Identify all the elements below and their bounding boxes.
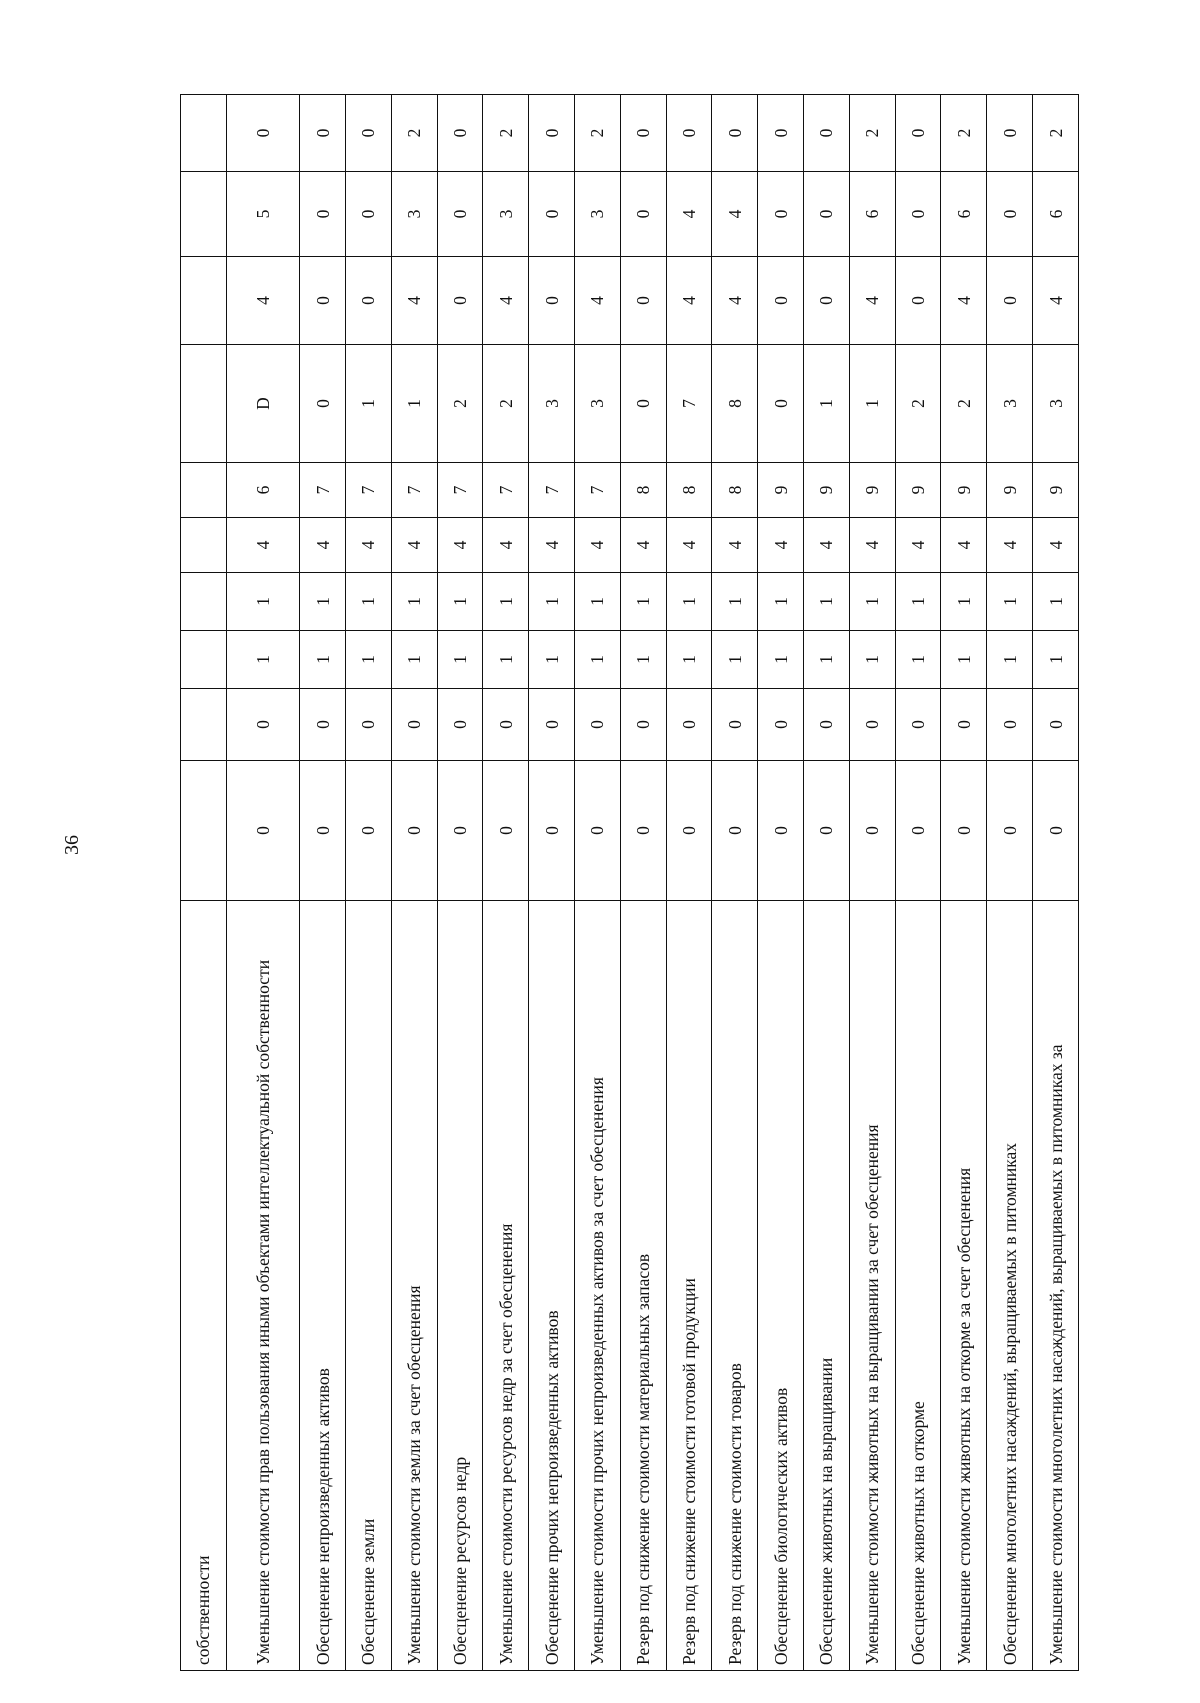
- code-cell: 7: [437, 463, 483, 518]
- code-cell: 8: [712, 345, 758, 463]
- code-cell: 4: [1033, 518, 1079, 573]
- code-cell: 0: [712, 95, 758, 172]
- code-cell: 0: [804, 761, 850, 901]
- code-cell: 1: [346, 631, 392, 689]
- code-cell: 6: [1033, 172, 1079, 257]
- code-cell: 0: [712, 761, 758, 901]
- code-cell: 9: [895, 463, 941, 518]
- code-cell: D: [226, 345, 300, 463]
- code-cell: 0: [300, 761, 346, 901]
- code-cell: 1: [437, 631, 483, 689]
- code-cell: 0: [666, 689, 712, 761]
- code-cell: 1: [483, 631, 529, 689]
- code-cell: 4: [666, 257, 712, 345]
- code-cell: 0: [300, 172, 346, 257]
- code-cell: 0: [758, 761, 804, 901]
- code-cell: 0: [300, 689, 346, 761]
- code-cell: 4: [804, 518, 850, 573]
- code-cell: 0: [529, 689, 575, 761]
- code-cell: [181, 761, 227, 901]
- code-cell: 0: [895, 761, 941, 901]
- code-cell: 0: [620, 257, 666, 345]
- code-cell: 7: [666, 345, 712, 463]
- code-cell: 0: [666, 761, 712, 901]
- code-cell: 3: [529, 345, 575, 463]
- code-cell: 0: [575, 761, 621, 901]
- code-cell: 4: [758, 518, 804, 573]
- code-cell: 4: [575, 518, 621, 573]
- code-cell: 1: [666, 631, 712, 689]
- code-cell: 0: [437, 95, 483, 172]
- code-cell: 0: [712, 689, 758, 761]
- code-cell: 8: [666, 463, 712, 518]
- code-cell: 0: [895, 257, 941, 345]
- code-cell: 1: [300, 631, 346, 689]
- code-cell: 7: [346, 463, 392, 518]
- code-cell: [181, 345, 227, 463]
- row-label: Уменьшение стоимости земли за счет обесценения: [391, 901, 437, 1671]
- code-cell: 0: [758, 172, 804, 257]
- code-cell: 0: [483, 761, 529, 901]
- code-cell: 1: [941, 573, 987, 631]
- code-cell: 0: [804, 689, 850, 761]
- code-cell: 1: [346, 345, 392, 463]
- code-cell: 0: [620, 172, 666, 257]
- code-cell: 0: [437, 761, 483, 901]
- code-cell: 0: [666, 95, 712, 172]
- code-cell: 9: [758, 463, 804, 518]
- code-cell: 0: [529, 172, 575, 257]
- code-cell: 0: [226, 761, 300, 901]
- code-cell: 1: [941, 631, 987, 689]
- code-cell: 2: [575, 95, 621, 172]
- code-cell: 4: [391, 257, 437, 345]
- code-cell: 4: [895, 518, 941, 573]
- table-row: [226, 95, 300, 1671]
- code-cell: 0: [226, 95, 300, 172]
- row-label: Обесценение биологических активов: [758, 901, 804, 1671]
- code-cell: 4: [849, 518, 895, 573]
- code-cell: 3: [575, 345, 621, 463]
- code-cell: 2: [1033, 95, 1079, 172]
- code-cell: 1: [391, 345, 437, 463]
- code-cell: 0: [620, 689, 666, 761]
- table-row: [529, 95, 575, 1671]
- row-label: Уменьшение стоимости животных на откорме за счет обесценения: [941, 901, 987, 1671]
- code-cell: 0: [987, 257, 1033, 345]
- code-cell: 1: [666, 573, 712, 631]
- code-cell: 0: [1033, 761, 1079, 901]
- table-row: [181, 95, 227, 1671]
- code-cell: 4: [666, 518, 712, 573]
- row-label: Уменьшение стоимости многолетних насаждений, выращиваемых в питомниках за: [1033, 901, 1079, 1671]
- row-label: Уменьшение стоимости прочих непроизведенных активов за счет обесценения: [575, 901, 621, 1671]
- code-cell: 0: [895, 689, 941, 761]
- code-cell: 1: [575, 631, 621, 689]
- code-cell: 0: [346, 172, 392, 257]
- code-cell: [181, 573, 227, 631]
- code-cell: 1: [804, 631, 850, 689]
- code-cell: 1: [226, 631, 300, 689]
- code-cell: 4: [300, 518, 346, 573]
- code-cell: 1: [758, 631, 804, 689]
- code-cell: 1: [226, 573, 300, 631]
- code-cell: 2: [483, 95, 529, 172]
- code-cell: 8: [620, 463, 666, 518]
- code-cell: 4: [529, 518, 575, 573]
- code-cell: [181, 518, 227, 573]
- code-cell: 0: [226, 689, 300, 761]
- code-cell: 4: [437, 518, 483, 573]
- code-cell: 1: [849, 631, 895, 689]
- row-label: Обесценение земли: [346, 901, 392, 1671]
- code-cell: 1: [529, 631, 575, 689]
- code-cell: 3: [987, 345, 1033, 463]
- code-cell: 4: [941, 257, 987, 345]
- code-cell: 4: [941, 518, 987, 573]
- code-cell: 1: [529, 573, 575, 631]
- code-cell: 0: [483, 689, 529, 761]
- code-cell: 3: [575, 172, 621, 257]
- code-cell: 3: [391, 172, 437, 257]
- code-cell: 6: [941, 172, 987, 257]
- table-row: [300, 95, 346, 1671]
- code-cell: 0: [300, 95, 346, 172]
- code-cell: 1: [758, 573, 804, 631]
- code-cell: 0: [529, 761, 575, 901]
- row-label: Резерв под снижение стоимости товаров: [712, 901, 758, 1671]
- row-label: Обесценение ресурсов недр: [437, 901, 483, 1671]
- row-label: Резерв под снижение стоимости материальных запасов: [620, 901, 666, 1671]
- row-label: Обесценение многолетних насаждений, выращиваемых в питомниках: [987, 901, 1033, 1671]
- code-cell: 1: [620, 573, 666, 631]
- code-cell: 1: [391, 573, 437, 631]
- code-cell: 8: [712, 463, 758, 518]
- table-row: [666, 95, 712, 1671]
- code-cell: 1: [895, 631, 941, 689]
- table-row: [391, 95, 437, 1671]
- code-cell: 1: [575, 573, 621, 631]
- code-cell: 0: [620, 95, 666, 172]
- code-cell: 4: [226, 518, 300, 573]
- code-cell: 9: [1033, 463, 1079, 518]
- table-row: [804, 95, 850, 1671]
- code-cell: 1: [620, 631, 666, 689]
- row-label: Уменьшение стоимости прав пользования иными объектами интеллектуальной собственности: [226, 901, 300, 1671]
- code-cell: 1: [437, 573, 483, 631]
- code-cell: 2: [895, 345, 941, 463]
- row-label: Обесценение непроизведенных активов: [300, 901, 346, 1671]
- code-cell: 0: [620, 761, 666, 901]
- code-cell: 0: [437, 689, 483, 761]
- code-cell: 4: [483, 257, 529, 345]
- code-cell: 4: [346, 518, 392, 573]
- code-cell: 1: [712, 573, 758, 631]
- rotated-table-container: [180, 95, 1079, 1671]
- code-cell: 2: [483, 345, 529, 463]
- table-row: [483, 95, 529, 1671]
- code-cell: 0: [346, 95, 392, 172]
- code-cell: 6: [226, 463, 300, 518]
- code-cell: 0: [300, 345, 346, 463]
- code-cell: 3: [1033, 345, 1079, 463]
- table-row: [1033, 95, 1079, 1671]
- code-cell: 0: [804, 172, 850, 257]
- code-cell: 0: [437, 257, 483, 345]
- code-cell: 1: [346, 573, 392, 631]
- code-cell: [181, 463, 227, 518]
- code-cell: 9: [849, 463, 895, 518]
- row-label: Обесценение прочих непроизведенных активов: [529, 901, 575, 1671]
- code-cell: 4: [712, 518, 758, 573]
- code-cell: 0: [895, 172, 941, 257]
- code-cell: 1: [849, 345, 895, 463]
- row-label: Обесценение животных на выращивании: [804, 901, 850, 1671]
- row-label: Обесценение животных на откорме: [895, 901, 941, 1671]
- code-cell: 0: [620, 345, 666, 463]
- code-cell: 0: [895, 95, 941, 172]
- row-label: Уменьшение стоимости животных на выращивании за счет обесценения: [849, 901, 895, 1671]
- table-row: [849, 95, 895, 1671]
- table-row: [575, 95, 621, 1671]
- code-cell: 1: [300, 573, 346, 631]
- code-cell: 0: [758, 257, 804, 345]
- table-row: [758, 95, 804, 1671]
- code-cell: 0: [849, 761, 895, 901]
- table-row: [987, 95, 1033, 1671]
- code-cell: 4: [483, 518, 529, 573]
- code-cell: 6: [849, 172, 895, 257]
- code-cell: 0: [391, 761, 437, 901]
- table-body: [181, 95, 1079, 1671]
- code-cell: 0: [346, 689, 392, 761]
- code-cell: 0: [758, 95, 804, 172]
- table-row: [941, 95, 987, 1671]
- code-cell: 0: [346, 761, 392, 901]
- code-cell: 0: [1033, 689, 1079, 761]
- code-cell: 0: [300, 257, 346, 345]
- table-row: [895, 95, 941, 1671]
- account-codes-table: [180, 94, 1079, 1671]
- code-cell: 5: [226, 172, 300, 257]
- code-cell: 0: [804, 257, 850, 345]
- page-number: 36: [61, 835, 83, 855]
- row-label: Резерв под снижение стоимости готовой продукции: [666, 901, 712, 1671]
- code-cell: 2: [941, 345, 987, 463]
- code-cell: 0: [941, 761, 987, 901]
- code-cell: 4: [1033, 257, 1079, 345]
- table-row: [620, 95, 666, 1671]
- code-cell: 0: [987, 689, 1033, 761]
- code-cell: 4: [666, 172, 712, 257]
- code-cell: 3: [483, 172, 529, 257]
- code-cell: 0: [758, 345, 804, 463]
- code-cell: 9: [941, 463, 987, 518]
- code-cell: 4: [620, 518, 666, 573]
- code-cell: 4: [849, 257, 895, 345]
- code-cell: 4: [712, 257, 758, 345]
- code-cell: [181, 631, 227, 689]
- code-cell: 0: [391, 689, 437, 761]
- code-cell: 0: [804, 95, 850, 172]
- code-cell: 7: [529, 463, 575, 518]
- table-row: [712, 95, 758, 1671]
- code-cell: 0: [941, 689, 987, 761]
- code-cell: 2: [849, 95, 895, 172]
- table-row: [437, 95, 483, 1671]
- code-cell: 0: [529, 257, 575, 345]
- code-cell: 1: [483, 573, 529, 631]
- code-cell: 4: [226, 257, 300, 345]
- code-cell: 1: [1033, 573, 1079, 631]
- code-cell: [181, 95, 227, 172]
- code-cell: [181, 257, 227, 345]
- code-cell: 4: [391, 518, 437, 573]
- row-label: собственности: [181, 901, 227, 1671]
- code-cell: 1: [895, 573, 941, 631]
- code-cell: 1: [987, 573, 1033, 631]
- code-cell: 4: [987, 518, 1033, 573]
- code-cell: 2: [437, 345, 483, 463]
- code-cell: 0: [437, 172, 483, 257]
- row-label: Уменьшение стоимости ресурсов недр за счет обесценения: [483, 901, 529, 1671]
- code-cell: 0: [529, 95, 575, 172]
- code-cell: 0: [987, 172, 1033, 257]
- table-row: [346, 95, 392, 1671]
- code-cell: 2: [941, 95, 987, 172]
- code-cell: [181, 172, 227, 257]
- code-cell: 4: [575, 257, 621, 345]
- code-cell: 7: [391, 463, 437, 518]
- code-cell: 1: [987, 631, 1033, 689]
- code-cell: 1: [1033, 631, 1079, 689]
- code-cell: 0: [849, 689, 895, 761]
- code-cell: 7: [300, 463, 346, 518]
- code-cell: 0: [758, 689, 804, 761]
- code-cell: 1: [712, 631, 758, 689]
- code-cell: [181, 689, 227, 761]
- code-cell: 1: [849, 573, 895, 631]
- code-cell: 9: [987, 463, 1033, 518]
- code-cell: 0: [987, 761, 1033, 901]
- code-cell: 0: [987, 95, 1033, 172]
- code-cell: 1: [804, 345, 850, 463]
- code-cell: 7: [575, 463, 621, 518]
- code-cell: 7: [483, 463, 529, 518]
- code-cell: 0: [346, 257, 392, 345]
- code-cell: 9: [804, 463, 850, 518]
- code-cell: 1: [391, 631, 437, 689]
- code-cell: 0: [575, 689, 621, 761]
- code-cell: 1: [804, 573, 850, 631]
- code-cell: 2: [391, 95, 437, 172]
- code-cell: 4: [712, 172, 758, 257]
